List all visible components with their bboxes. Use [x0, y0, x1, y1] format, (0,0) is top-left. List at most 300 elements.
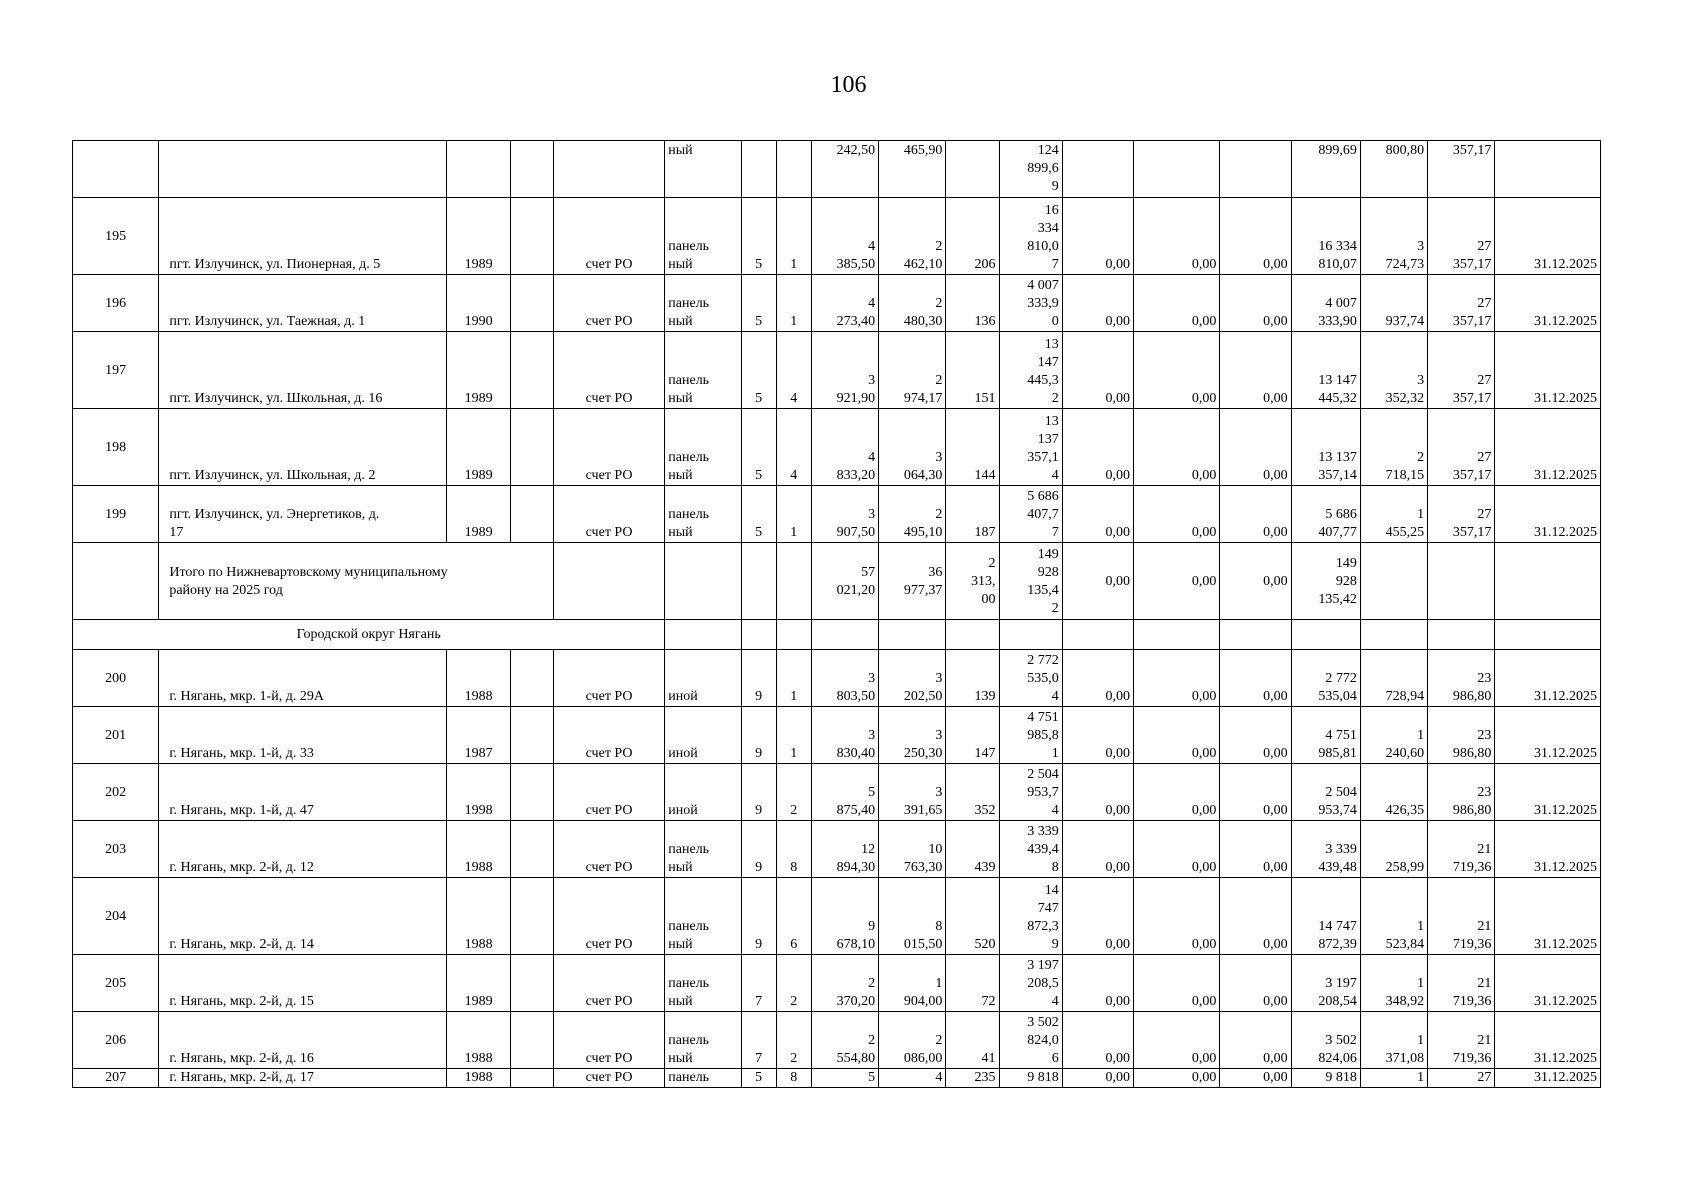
row-number: 199 — [73, 486, 159, 543]
funding-method — [553, 543, 664, 620]
unit-cost: 1 — [1360, 1069, 1427, 1088]
row-number: 196 — [73, 275, 159, 332]
year-built: 1987 — [447, 707, 510, 764]
cost-fund-3: 0,00 — [1220, 543, 1291, 620]
table-row — [73, 198, 1601, 275]
cost-fund-3: 0,00 — [1220, 707, 1291, 764]
cost-owners: 13 147 445,32 — [1291, 332, 1360, 409]
residential-area: 2 462,10 — [879, 198, 946, 275]
total-area: 3 921,90 — [811, 332, 878, 409]
cost-fund-1: 0,00 — [1062, 543, 1133, 620]
wall-material-blank — [510, 955, 553, 1012]
floors: 5 — [741, 1069, 776, 1088]
entrances — [776, 620, 811, 650]
residents: 136 — [946, 275, 999, 332]
max-unit-cost — [1428, 543, 1495, 620]
cost-fund-3: 0,00 — [1220, 878, 1291, 955]
total-area: 4 273,40 — [811, 275, 878, 332]
year-built — [447, 141, 510, 198]
residents: 144 — [946, 409, 999, 486]
max-unit-cost — [1428, 620, 1495, 650]
table-row — [73, 764, 1601, 821]
year-built: 1988 — [447, 878, 510, 955]
funding-method: счет РО — [553, 486, 664, 543]
unit-cost: 800,80 — [1360, 141, 1427, 198]
max-unit-cost: 27 357,17 — [1428, 198, 1495, 275]
residents: 72 — [946, 955, 999, 1012]
total-area: 3 907,50 — [811, 486, 878, 543]
residents: 187 — [946, 486, 999, 543]
cost-owners: 3 502 824,06 — [1291, 1012, 1360, 1069]
residential-area: 4 — [879, 1069, 946, 1088]
address — [159, 141, 447, 198]
residents: 352 — [946, 764, 999, 821]
entrances: 6 — [776, 878, 811, 955]
entrances: 1 — [776, 650, 811, 707]
total-area: 9 678,10 — [811, 878, 878, 955]
year-built: 1989 — [447, 332, 510, 409]
cost-fund-2: 0,00 — [1134, 707, 1220, 764]
cost-fund-3: 0,00 — [1220, 486, 1291, 543]
unit-cost: 937,74 — [1360, 275, 1427, 332]
funding-method: счет РО — [553, 764, 664, 821]
table-row — [73, 275, 1601, 332]
completion-date: 31.12.2025 — [1495, 198, 1601, 275]
floors: 5 — [741, 198, 776, 275]
cost-fund-2 — [1134, 141, 1220, 198]
wall-material-blank — [510, 1069, 553, 1088]
address: г. Нягань, мкр. 1-й, д. 29А — [159, 650, 447, 707]
wall-type: панель ный — [665, 1012, 741, 1069]
year-built: 1988 — [447, 650, 510, 707]
row-number: 198 — [73, 409, 159, 486]
table-row — [73, 332, 1601, 409]
residential-area: 10 763,30 — [879, 821, 946, 878]
max-unit-cost: 23 986,80 — [1428, 764, 1495, 821]
total-cost: 3 197 208,5 4 — [999, 955, 1062, 1012]
residents: 235 — [946, 1069, 999, 1088]
residential-area: 3 064,30 — [879, 409, 946, 486]
completion-date: 31.12.2025 — [1495, 650, 1601, 707]
funding-method: счет РО — [553, 332, 664, 409]
section-header-row — [73, 620, 1601, 650]
floors: 9 — [741, 878, 776, 955]
cost-owners: 16 334 810,07 — [1291, 198, 1360, 275]
total-cost: 9 818 — [999, 1069, 1062, 1088]
cost-fund-2: 0,00 — [1134, 878, 1220, 955]
residents: 206 — [946, 198, 999, 275]
wall-type: ный — [665, 141, 741, 198]
unit-cost: 1 240,60 — [1360, 707, 1427, 764]
cost-fund-3 — [1220, 141, 1291, 198]
cost-owners: 3 339 439,48 — [1291, 821, 1360, 878]
total-area: 3 830,40 — [811, 707, 878, 764]
cost-owners: 149 928 135,42 — [1291, 543, 1360, 620]
cost-owners: 4 007 333,90 — [1291, 275, 1360, 332]
total-area: 3 803,50 — [811, 650, 878, 707]
completion-date — [1495, 141, 1601, 198]
floors: 7 — [741, 955, 776, 1012]
entrances: 4 — [776, 332, 811, 409]
funding-method: счет РО — [553, 650, 664, 707]
completion-date: 31.12.2025 — [1495, 878, 1601, 955]
funding-method: счет РО — [553, 275, 664, 332]
total-area: 12 894,30 — [811, 821, 878, 878]
total-cost: 2 504 953,7 4 — [999, 764, 1062, 821]
year-built: 1989 — [447, 486, 510, 543]
year-built: 1990 — [447, 275, 510, 332]
wall-material-blank — [510, 1012, 553, 1069]
cost-fund-1: 0,00 — [1062, 821, 1133, 878]
year-built: 1989 — [447, 198, 510, 275]
table-row — [73, 486, 1601, 543]
total-cost — [999, 620, 1062, 650]
capital-repair-table — [72, 140, 1601, 1088]
row-number: 201 — [73, 707, 159, 764]
entrances: 1 — [776, 707, 811, 764]
entrances: 2 — [776, 955, 811, 1012]
cost-fund-2: 0,00 — [1134, 821, 1220, 878]
year-built: 1998 — [447, 764, 510, 821]
cost-fund-2: 0,00 — [1134, 332, 1220, 409]
floors: 5 — [741, 332, 776, 409]
table-row — [73, 1069, 1601, 1088]
max-unit-cost: 21 719,36 — [1428, 878, 1495, 955]
total-area: 5 — [811, 1069, 878, 1088]
entrances: 1 — [776, 198, 811, 275]
row-number: 203 — [73, 821, 159, 878]
total-cost: 16 334 810,0 7 — [999, 198, 1062, 275]
cost-fund-2: 0,00 — [1134, 198, 1220, 275]
total-area: 242,50 — [811, 141, 878, 198]
year-built: 1988 — [447, 1069, 510, 1088]
cost-fund-3: 0,00 — [1220, 1069, 1291, 1088]
cost-fund-1: 0,00 — [1062, 198, 1133, 275]
wall-type: панель ный — [665, 486, 741, 543]
wall-type: панель ный — [665, 955, 741, 1012]
wall-material-blank — [510, 650, 553, 707]
row-number: 205 — [73, 955, 159, 1012]
max-unit-cost: 27 — [1428, 1069, 1495, 1088]
max-unit-cost: 27 357,17 — [1428, 486, 1495, 543]
residents — [946, 141, 999, 198]
year-built: 1988 — [447, 1012, 510, 1069]
residents: 41 — [946, 1012, 999, 1069]
unit-cost — [1360, 543, 1427, 620]
total-cost: 4 751 985,8 1 — [999, 707, 1062, 764]
completion-date: 31.12.2025 — [1495, 821, 1601, 878]
residential-area: 1 904,00 — [879, 955, 946, 1012]
total-cost: 13 137 357,1 4 — [999, 409, 1062, 486]
cost-fund-3: 0,00 — [1220, 275, 1291, 332]
cost-fund-1: 0,00 — [1062, 878, 1133, 955]
residential-area — [879, 620, 946, 650]
cost-fund-2: 0,00 — [1134, 764, 1220, 821]
total-area — [811, 620, 878, 650]
floors: 9 — [741, 650, 776, 707]
address: г. Нягань, мкр. 2-й, д. 14 — [159, 878, 447, 955]
residents: 2 313, 00 — [946, 543, 999, 620]
table-row — [73, 821, 1601, 878]
residential-area: 36 977,37 — [879, 543, 946, 620]
cost-owners: 3 197 208,54 — [1291, 955, 1360, 1012]
table-row — [73, 141, 1601, 198]
cost-fund-2: 0,00 — [1134, 409, 1220, 486]
residential-area: 465,90 — [879, 141, 946, 198]
cost-fund-2: 0,00 — [1134, 1069, 1220, 1088]
cost-owners: 9 818 — [1291, 1069, 1360, 1088]
cost-fund-2: 0,00 — [1134, 650, 1220, 707]
max-unit-cost: 23 986,80 — [1428, 707, 1495, 764]
funding-method — [553, 141, 664, 198]
wall-material-blank — [510, 332, 553, 409]
table-row — [73, 409, 1601, 486]
wall-material-blank — [510, 198, 553, 275]
address: пгт. Излучинск, ул. Пионерная, д. 5 — [159, 198, 447, 275]
entrances: 2 — [776, 1012, 811, 1069]
entrances — [776, 543, 811, 620]
entrances: 2 — [776, 764, 811, 821]
max-unit-cost: 21 719,36 — [1428, 955, 1495, 1012]
floors — [741, 543, 776, 620]
cost-owners: 13 137 357,14 — [1291, 409, 1360, 486]
residents — [946, 620, 999, 650]
address: пгт. Излучинск, ул. Энергетиков, д. 17 — [159, 486, 447, 543]
address: г. Нягань, мкр. 2-й, д. 15 — [159, 955, 447, 1012]
cost-fund-1 — [1062, 141, 1133, 198]
funding-method: счет РО — [553, 821, 664, 878]
year-built: 1988 — [447, 821, 510, 878]
floors: 9 — [741, 707, 776, 764]
row-number: 207 — [73, 1069, 159, 1088]
total-cost: 149 928 135,4 2 — [999, 543, 1062, 620]
max-unit-cost: 21 719,36 — [1428, 1012, 1495, 1069]
residential-area: 3 202,50 — [879, 650, 946, 707]
cost-owners: 5 686 407,77 — [1291, 486, 1360, 543]
unit-cost: 258,99 — [1360, 821, 1427, 878]
address: пгт. Излучинск, ул. Школьная, д. 2 — [159, 409, 447, 486]
wall-material-blank — [510, 764, 553, 821]
entrances: 1 — [776, 275, 811, 332]
total-area: 4 385,50 — [811, 198, 878, 275]
row-number — [73, 543, 159, 620]
cost-fund-3: 0,00 — [1220, 821, 1291, 878]
unit-cost: 3 724,73 — [1360, 198, 1427, 275]
cost-fund-1: 0,00 — [1062, 409, 1133, 486]
wall-type: панель ный — [665, 332, 741, 409]
funding-method: счет РО — [553, 409, 664, 486]
total-area: 2 370,20 — [811, 955, 878, 1012]
residents: 139 — [946, 650, 999, 707]
wall-type: иной — [665, 707, 741, 764]
wall-type: панель ный — [665, 878, 741, 955]
unit-cost: 1 371,08 — [1360, 1012, 1427, 1069]
wall-type: панель ный — [665, 198, 741, 275]
total-cost: 3 339 439,4 8 — [999, 821, 1062, 878]
completion-date — [1495, 543, 1601, 620]
residential-area: 2 086,00 — [879, 1012, 946, 1069]
funding-method: счет РО — [553, 1069, 664, 1088]
year-built: 1989 — [447, 955, 510, 1012]
completion-date: 31.12.2025 — [1495, 707, 1601, 764]
funding-method: счет РО — [553, 878, 664, 955]
wall-material-blank — [510, 409, 553, 486]
total-area: 4 833,20 — [811, 409, 878, 486]
unit-cost — [1360, 620, 1427, 650]
floors: 5 — [741, 486, 776, 543]
row-number: 202 — [73, 764, 159, 821]
total-row — [73, 543, 1601, 620]
cost-fund-3: 0,00 — [1220, 650, 1291, 707]
completion-date: 31.12.2025 — [1495, 332, 1601, 409]
cost-owners — [1291, 620, 1360, 650]
address: г. Нягань, мкр. 2-й, д. 12 — [159, 821, 447, 878]
residential-area: 3 391,65 — [879, 764, 946, 821]
residential-area: 3 250,30 — [879, 707, 946, 764]
max-unit-cost: 23 986,80 — [1428, 650, 1495, 707]
wall-material-blank — [510, 878, 553, 955]
table-row — [73, 650, 1601, 707]
cost-fund-1: 0,00 — [1062, 955, 1133, 1012]
floors: 9 — [741, 764, 776, 821]
funding-method: счет РО — [553, 955, 664, 1012]
total-area: 2 554,80 — [811, 1012, 878, 1069]
cost-fund-3: 0,00 — [1220, 198, 1291, 275]
residential-area: 8 015,50 — [879, 878, 946, 955]
address: пгт. Излучинск, ул. Школьная, д. 16 — [159, 332, 447, 409]
wall-type: иной — [665, 764, 741, 821]
funding-method: счет РО — [553, 707, 664, 764]
entrances — [776, 141, 811, 198]
wall-type — [665, 620, 741, 650]
cost-fund-3: 0,00 — [1220, 332, 1291, 409]
total-cost: 124 899,6 9 — [999, 141, 1062, 198]
row-number: 206 — [73, 1012, 159, 1069]
floors: 5 — [741, 275, 776, 332]
year-built: 1989 — [447, 409, 510, 486]
completion-date: 31.12.2025 — [1495, 1012, 1601, 1069]
wall-material-blank — [510, 275, 553, 332]
cost-fund-3 — [1220, 620, 1291, 650]
entrances: 4 — [776, 409, 811, 486]
wall-material-blank — [510, 141, 553, 198]
floors: 7 — [741, 1012, 776, 1069]
cost-owners: 899,69 — [1291, 141, 1360, 198]
cost-fund-1: 0,00 — [1062, 275, 1133, 332]
funding-method: счет РО — [553, 1012, 664, 1069]
unit-cost: 2 718,15 — [1360, 409, 1427, 486]
wall-type: панель — [665, 1069, 741, 1088]
floors — [741, 620, 776, 650]
wall-material-blank — [510, 821, 553, 878]
address: г. Нягань, мкр. 1-й, д. 33 — [159, 707, 447, 764]
address: г. Нягань, мкр. 2-й, д. 17 — [159, 1069, 447, 1088]
wall-material-blank — [510, 486, 553, 543]
unit-cost: 1 348,92 — [1360, 955, 1427, 1012]
unit-cost: 728,94 — [1360, 650, 1427, 707]
cost-fund-1: 0,00 — [1062, 332, 1133, 409]
address: пгт. Излучинск, ул. Таежная, д. 1 — [159, 275, 447, 332]
completion-date — [1495, 620, 1601, 650]
cost-fund-3: 0,00 — [1220, 1012, 1291, 1069]
page-number: 106 — [830, 72, 867, 98]
cost-owners: 2 772 535,04 — [1291, 650, 1360, 707]
cost-fund-2: 0,00 — [1134, 275, 1220, 332]
cost-owners: 4 751 985,81 — [1291, 707, 1360, 764]
completion-date: 31.12.2025 — [1495, 409, 1601, 486]
row-number: 204 — [73, 878, 159, 955]
wall-type — [665, 543, 741, 620]
wall-type: панель ный — [665, 275, 741, 332]
completion-date: 31.12.2025 — [1495, 275, 1601, 332]
cost-fund-1: 0,00 — [1062, 707, 1133, 764]
floors: 9 — [741, 821, 776, 878]
cost-owners: 14 747 872,39 — [1291, 878, 1360, 955]
cost-fund-2: 0,00 — [1134, 486, 1220, 543]
cost-fund-1: 0,00 — [1062, 764, 1133, 821]
floors — [741, 141, 776, 198]
cost-fund-2: 0,00 — [1134, 955, 1220, 1012]
table-row — [73, 878, 1601, 955]
funding-method: счет РО — [553, 198, 664, 275]
floors: 5 — [741, 409, 776, 486]
cost-fund-3: 0,00 — [1220, 955, 1291, 1012]
table-row — [73, 1012, 1601, 1069]
row-number — [73, 141, 159, 198]
total-cost: 3 502 824,0 6 — [999, 1012, 1062, 1069]
residential-area: 2 974,17 — [879, 332, 946, 409]
residential-area: 2 480,30 — [879, 275, 946, 332]
table-row — [73, 707, 1601, 764]
cost-fund-3: 0,00 — [1220, 764, 1291, 821]
cost-fund-1 — [1062, 620, 1133, 650]
wall-type: иной — [665, 650, 741, 707]
cost-fund-1: 0,00 — [1062, 1012, 1133, 1069]
total-cost: 5 686 407,7 7 — [999, 486, 1062, 543]
max-unit-cost: 357,17 — [1428, 141, 1495, 198]
cost-fund-1: 0,00 — [1062, 1069, 1133, 1088]
completion-date: 31.12.2025 — [1495, 955, 1601, 1012]
total-cost: 2 772 535,0 4 — [999, 650, 1062, 707]
row-number: 195 — [73, 198, 159, 275]
cost-fund-2: 0,00 — [1134, 1012, 1220, 1069]
entrances: 8 — [776, 821, 811, 878]
completion-date: 31.12.2025 — [1495, 764, 1601, 821]
wall-material-blank — [510, 707, 553, 764]
total-area: 5 875,40 — [811, 764, 878, 821]
residential-area: 2 495,10 — [879, 486, 946, 543]
max-unit-cost: 27 357,17 — [1428, 275, 1495, 332]
total-cost: 13 147 445,3 2 — [999, 332, 1062, 409]
address: г. Нягань, мкр. 2-й, д. 16 — [159, 1012, 447, 1069]
total-cost: 14 747 872,3 9 — [999, 878, 1062, 955]
wall-type: панель ный — [665, 409, 741, 486]
unit-cost: 1 455,25 — [1360, 486, 1427, 543]
max-unit-cost: 27 357,17 — [1428, 332, 1495, 409]
total-area: 57 021,20 — [811, 543, 878, 620]
cost-fund-2: 0,00 — [1134, 543, 1220, 620]
cost-owners: 2 504 953,74 — [1291, 764, 1360, 821]
cost-fund-1: 0,00 — [1062, 486, 1133, 543]
entrances: 1 — [776, 486, 811, 543]
residents: 520 — [946, 878, 999, 955]
completion-date: 31.12.2025 — [1495, 1069, 1601, 1088]
total-label: Итого по Нижневартовскому муниципальному району на 2025 год — [159, 543, 554, 620]
unit-cost: 426,35 — [1360, 764, 1427, 821]
residents: 151 — [946, 332, 999, 409]
wall-type: панель ный — [665, 821, 741, 878]
max-unit-cost: 27 357,17 — [1428, 409, 1495, 486]
